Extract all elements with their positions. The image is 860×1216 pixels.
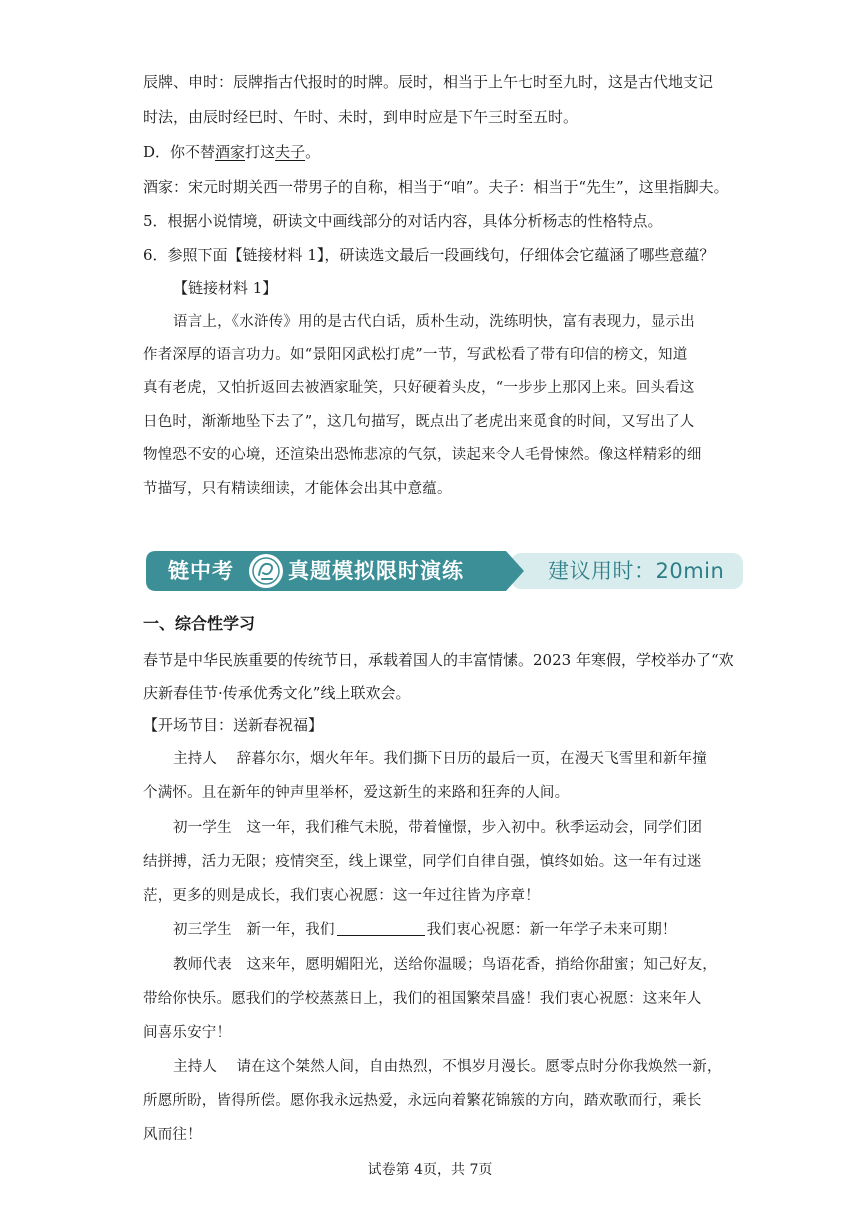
- answer-blank[interactable]: [337, 921, 425, 936]
- material-line-1: 语言上，《水浒传》用的是古代白话，质朴生动，洗练明快，富有表现力，显示出: [173, 314, 695, 330]
- question-5: 5．根据小说情境，研读文中画线部分的对话内容，具体分析杨志的性格特点。: [143, 212, 663, 230]
- program-title: 【开场节目：送新春祝福】: [143, 716, 324, 734]
- section-heading: 一、综合性学习: [143, 614, 256, 633]
- host-closing-line-2: 所愿所盼，皆得所偿。愿你我永远热爱，永远向着繁花锦簇的方向，踏欢歌而行，乘长: [143, 1093, 702, 1109]
- banner-left-label: 链中考: [168, 559, 234, 583]
- page-footer: 试卷第 4页，共 7页: [367, 1162, 493, 1178]
- teacher-line-2: 带给你快乐。愿我们的学校蒸蒸日上，我们的祖国繁荣昌盛！我们衷心祝愿：这来年人: [143, 991, 702, 1007]
- link-material-title: 【链接材料 1】: [173, 279, 278, 297]
- grade1-line-3: 茫，更多的则是成长，我们衷心祝愿：这一年过往皆为序章！: [143, 888, 540, 904]
- host-line-2: 个满怀。且在新年的钟声里举杯，爱这新生的来路和狂奔的人间。: [143, 785, 570, 801]
- grade1-line-2: 结拼搏，活力无限；疫情突至，线上课堂，同学们自律自强，慎终如始。这一年有过迷: [143, 854, 702, 870]
- note-chenpai-line2: 时法，由辰时经巳时、午时、未时，到申时应是下午三时至五时。: [143, 108, 579, 126]
- question-6: 6．参照下面【链接材料 1】，研读选文最后一段画线句，仔细体会它蕴涵了哪些意蕴？: [143, 246, 715, 264]
- intro-line-1: 春节是中华民族重要的传统节日，承载着国人的丰富情愫。2023 年寒假，学校举办了“欢: [143, 651, 734, 669]
- banner-middle-label: 真题模拟限时演练: [288, 559, 464, 583]
- material-line-6: 节描写，只有精读细读，才能体会出其中意蕴。: [143, 481, 452, 497]
- material-line-4: 日色时，渐渐地坠下去了”，这几句描写，既点出了老虎出来觅食的时间，又写出了人: [143, 414, 695, 430]
- option-d: D．你不替酒家打这夫子。: [143, 143, 321, 161]
- grade1-line-1: 初一学生 这一年，我们稚气未脱，带着憧憬，步入初中。秋季运动会，同学们团: [173, 820, 703, 836]
- grade3-line: 初三学生 新一年，我们 我们衷心祝愿：新一年学子未来可期！: [173, 922, 677, 938]
- host-closing-line-1: 主持人 请在这个桀然人间，自由热烈，不惧岁月漫长。愿零点时分你我焕然一新，: [173, 1059, 722, 1075]
- host-closing-line-3: 风而往！: [143, 1127, 202, 1143]
- material-line-2: 作者深厚的语言功力。如“景阳冈武松打虎”一节，写武松看了带有印信的榜文，知道: [143, 347, 688, 363]
- teacher-line-3: 间喜乐安宁！: [143, 1025, 232, 1041]
- host-line-1: 主持人 辞暮尔尔，烟火年年。我们撕下日历的最后一页，在漫天飞雪里和新年撞: [173, 751, 708, 767]
- note-jiujia: 酒家：宋元时期关西一带男子的自称，相当于“咱”。夫子：相当于“先生”，这里指脚夫。: [143, 178, 729, 196]
- intro-line-2: 庆新春佳节·传承优秀文化”线上联欢会。: [143, 684, 411, 702]
- section-banner: [146, 551, 746, 591]
- banner-time-label: 建议用时：20min: [548, 559, 725, 583]
- note-chenpai-line1: 辰牌、申时：辰牌指古代报时的时牌。辰时，相当于上午七时至九时，这是古代地支记: [143, 73, 714, 91]
- material-line-5: 物惶恐不安的心境，还渲染出恐怖悲凉的气氛，读起来令人毛骨悚然。像这样精彩的细: [143, 447, 702, 463]
- teacher-line-1: 教师代表 这来年，愿明媚阳光，送给你温暖；鸟语花香，捎给你甜蜜；知己好友，: [173, 957, 717, 973]
- material-line-3: 真有老虎，又怕折返回去被酒家耻笑，只好硬着头皮，“一步步上那冈上来。回头看这: [143, 380, 695, 396]
